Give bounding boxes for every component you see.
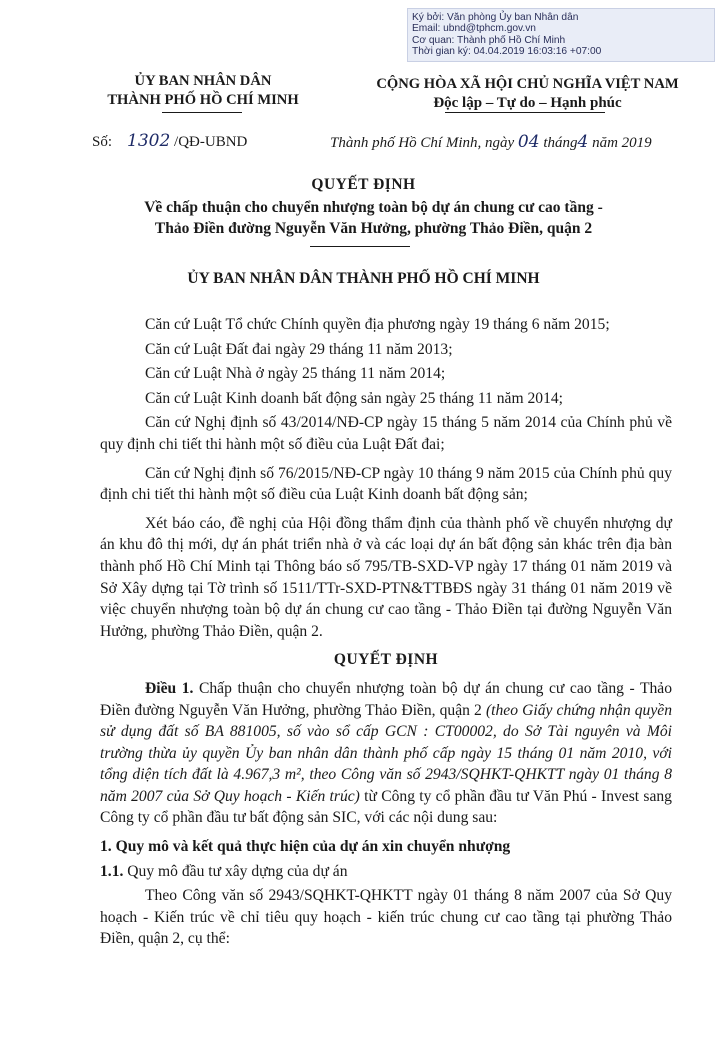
document-body bbox=[100, 314, 672, 957]
issuer-line-2: THÀNH PHỐ HỒ CHÍ MINH bbox=[107, 92, 299, 108]
national-motto: Độc lập – Tự do – Hạnh phúc bbox=[433, 95, 622, 111]
digital-signature-stamp bbox=[407, 8, 715, 62]
issuer-block bbox=[78, 72, 328, 110]
signature-time: Thời gian ký: 04.04.2019 16:03:16 +07:00 bbox=[412, 46, 602, 58]
legal-basis-2: Căn cứ Luật Đất đai ngày 29 tháng 11 năm 2013; bbox=[145, 340, 453, 358]
document-subject bbox=[60, 197, 687, 239]
section-1-1-number: 1.1. bbox=[100, 862, 124, 880]
legal-basis-1: Căn cứ Luật Tổ chức Chính quyền địa phương ngày 19 tháng 6 năm 2015; bbox=[145, 316, 610, 333]
document-date bbox=[330, 132, 652, 152]
motto-underline bbox=[445, 112, 605, 113]
date-month: 4 bbox=[577, 132, 589, 152]
issuer-line-1: ỦY BAN NHÂN DÂN bbox=[134, 73, 272, 89]
date-year: năm 2019 bbox=[592, 135, 652, 151]
section-1-1-heading bbox=[100, 861, 672, 883]
date-prefix: Thành phố Hồ Chí Minh, ngày bbox=[330, 135, 515, 151]
section-1-1-text: Quy mô đầu tư xây dựng của dự án bbox=[123, 862, 348, 880]
legal-basis-5: Căn cứ Nghị định số 43/2014/NĐ-CP ngày 15 tháng 5 năm 2014 của Chính phủ về quy định chi tiết thi hành một số điều của Luật Đất đai; bbox=[100, 414, 672, 453]
document-title: QUYẾT ĐỊNH bbox=[311, 176, 416, 193]
signature-email: Email: ubnd@tphcm.gov.vn bbox=[412, 23, 536, 35]
signature-agency: Cơ quan: Thành phố Hồ Chí Minh bbox=[412, 34, 566, 46]
legal-basis-6: Căn cứ Nghị định số 76/2015/NĐ-CP ngày 10 tháng 9 năm 2015 của Chính phủ quy định chi tiết thi hành một số điều của Luật Kinh doanh bất động sản; bbox=[100, 464, 672, 504]
consideration-paragraph: Xét báo cáo, đề nghị của Hội đồng thẩm định của thành phố về chuyển nhượng dự án khu đô thị mới, dự án phát triển nhà ở và các loại dự án bất động sản khác trên địa bàn thành phố Hồ Chí Minh tại Thông báo số 795/TB-SXD-VP ngày 17 tháng 01 năm 2019 và Sở Xây dựng tại Tờ trình số 1511/TTr-SXD-PTN&TTBĐS ngày 31 tháng 01 năm 2019 về việc chuyển nhượng toàn bộ dự án chung cư cao tầng - Thảo Điền tại đường Nguyễn Văn Hưởng, phường Thảo Điền, quận 2. bbox=[100, 514, 672, 640]
article-1-italic: (theo Giấy chứng nhận quyền sử dụng đất số BA 881005, số vào sổ cấp GCN : CT00002, do Sở Tài nguyên và Môi trường thừa ủy quyền Ủy ban nhân dân thành phố cấp ngày 15 tháng 01 năm 2010, với tổng diện tích đất là 4.967,3 m², theo Công văn số 2943/SQHKT-QHKTT ngày 01 tháng 8 năm 2007 của Sở Quy hoạch - Kiến trúc) bbox=[100, 701, 672, 805]
article-1-label: Điều 1. bbox=[145, 679, 194, 697]
article-1-text-b: từ Công ty cổ phần đầu tư Văn Phú - Invest sang Công ty cổ phần đầu tư bất động sản SIC, với các nội dung sau: bbox=[100, 787, 672, 827]
nation-name: CỘNG HÒA XÃ HỘI CHỦ NGHĨA VIỆT NAM bbox=[376, 76, 679, 92]
number-suffix: /QĐ-UBND bbox=[174, 134, 248, 150]
number-prefix: Số: bbox=[92, 134, 113, 150]
national-header bbox=[335, 75, 720, 113]
subject-line-1: Về chấp thuận cho chuyển nhượng toàn bộ dự án chung cư cao tầng - bbox=[144, 199, 603, 216]
issuer-underline bbox=[162, 112, 242, 113]
authority-heading: ỦY BAN NHÂN DÂN THÀNH PHỐ HỒ CHÍ MINH bbox=[187, 270, 540, 287]
number-handwritten: 1302 bbox=[127, 131, 171, 151]
legal-basis-4: Căn cứ Luật Kinh doanh bất động sản ngày 25 tháng 11 năm 2014; bbox=[145, 389, 564, 407]
signature-signed-by: Ký bởi: Văn phòng Ủy ban Nhân dân bbox=[412, 12, 579, 23]
article-1-text-a: Chấp thuận cho chuyển nhượng toàn bộ dự án chung cư cao tầng - Thảo Điền đường Nguyễn Văn Hưởng, phường Thảo Điền, quận 2 bbox=[100, 679, 673, 719]
date-month-word: tháng bbox=[543, 135, 578, 151]
subject-underline bbox=[310, 246, 410, 247]
planning-paragraph: Theo Công văn số 2943/SQHKT-QHKTT ngày 01 tháng 8 năm 2007 của Sở Quy hoạch - Kiến trúc về chỉ tiêu quy hoạch - kiến trúc chung cư cao tầng tại phường Thảo Điền, quận 2, cụ thể: bbox=[100, 887, 672, 948]
subject-line-2: Thảo Điền đường Nguyễn Văn Hưởng, phường Thảo Điền, quận 2 bbox=[154, 220, 593, 237]
section-1-heading: 1. Quy mô và kết quả thực hiện của dự án xin chuyển nhượng bbox=[100, 838, 511, 856]
decision-heading: QUYẾT ĐỊNH bbox=[333, 651, 439, 669]
legal-basis-3: Căn cứ Luật Nhà ở ngày 25 tháng 11 năm 2014; bbox=[145, 365, 446, 383]
date-day: 04 bbox=[517, 132, 540, 152]
article-1 bbox=[100, 678, 672, 829]
document-number bbox=[92, 131, 247, 151]
